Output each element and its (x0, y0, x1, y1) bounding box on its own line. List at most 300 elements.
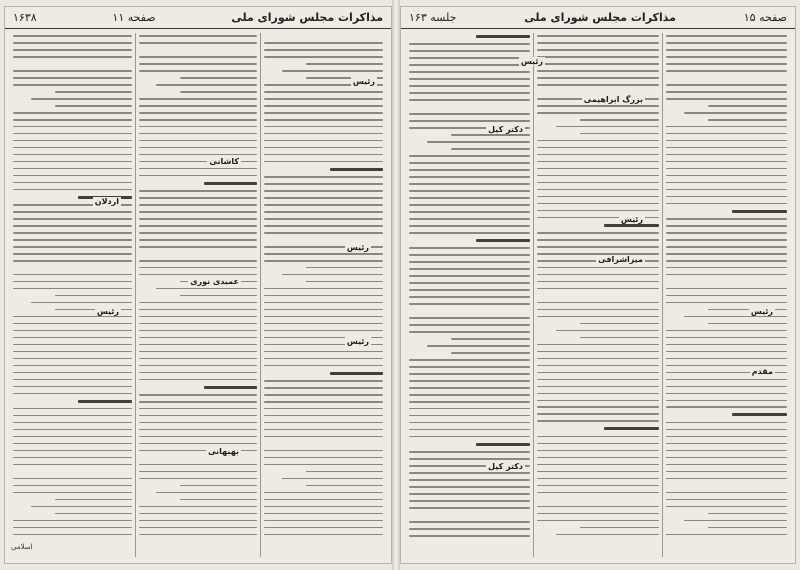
text-line (139, 471, 258, 473)
text-line (264, 126, 383, 128)
text-line (306, 63, 383, 65)
text-line (264, 358, 383, 360)
text-line (139, 49, 258, 51)
text-line (139, 105, 258, 107)
text-line (139, 154, 258, 156)
text-line (264, 457, 383, 459)
text-line (580, 527, 659, 529)
text-line (666, 154, 787, 156)
text-line (537, 471, 658, 473)
text-line (409, 493, 530, 495)
text-line (409, 106, 530, 108)
text-line (409, 120, 530, 122)
text-line (330, 372, 383, 375)
text-line (409, 268, 530, 270)
text-line (666, 140, 787, 142)
text-line (537, 436, 658, 438)
text-line (409, 521, 530, 523)
text-line (604, 427, 659, 430)
text-line (537, 413, 658, 415)
text-line (409, 514, 530, 516)
text-line (139, 246, 258, 248)
text-line (13, 112, 132, 114)
text-line (264, 147, 383, 149)
text-line (537, 295, 658, 297)
text-line (13, 239, 132, 241)
text-line (264, 133, 383, 135)
text-line (537, 499, 658, 501)
left-col-page-label: صفحه ۱۱ (112, 11, 156, 24)
text-line (13, 520, 132, 522)
left-column-1 (260, 33, 386, 557)
text-line (139, 35, 258, 37)
text-line (13, 422, 132, 424)
text-line (537, 520, 658, 522)
text-line (139, 520, 258, 522)
text-line (604, 224, 659, 227)
text-line (409, 324, 530, 326)
text-line (409, 232, 530, 234)
text-line (666, 253, 787, 255)
text-line (282, 274, 383, 276)
right-column-1 (662, 33, 790, 557)
text-line (556, 330, 659, 332)
text-line (139, 211, 258, 213)
text-line (427, 345, 530, 347)
text-line (409, 218, 530, 220)
text-line (666, 232, 787, 234)
text-line (139, 337, 258, 339)
text-line (708, 309, 787, 311)
speaker-label: رئیس (750, 307, 773, 316)
text-line (139, 309, 258, 311)
text-line (139, 513, 258, 515)
text-line (13, 140, 132, 142)
right-page (400, 6, 796, 564)
text-line (409, 317, 530, 319)
text-line (156, 84, 257, 86)
text-line (708, 513, 787, 515)
text-line (537, 35, 658, 37)
text-line (264, 422, 383, 424)
text-line (409, 247, 530, 249)
text-line (537, 168, 658, 170)
text-line (537, 406, 658, 408)
text-line (13, 84, 132, 86)
text-line (264, 450, 383, 452)
text-line (264, 211, 383, 213)
text-line (264, 394, 383, 396)
text-line (409, 486, 530, 488)
text-line (264, 464, 383, 466)
text-line (537, 239, 658, 241)
text-line (537, 175, 658, 177)
text-line (732, 210, 787, 213)
text-line (409, 359, 530, 361)
text-line (666, 499, 787, 501)
text-line (409, 303, 530, 305)
text-line (264, 380, 383, 382)
text-line (31, 506, 132, 508)
speaker-label: کاشانی (209, 157, 239, 166)
text-line (13, 379, 132, 381)
text-line (409, 197, 530, 199)
text-line (666, 337, 787, 339)
text-line (409, 211, 530, 213)
text-line (537, 464, 658, 466)
text-line (666, 77, 787, 79)
text-line (409, 380, 530, 382)
text-line (409, 472, 530, 474)
text-line (409, 436, 530, 438)
text-line (264, 197, 383, 199)
text-line (204, 182, 257, 185)
text-line (13, 56, 132, 58)
text-line (732, 413, 787, 416)
text-line (13, 471, 132, 473)
text-line (139, 358, 258, 360)
text-line (264, 105, 383, 107)
text-line (13, 225, 132, 227)
text-line (13, 436, 132, 438)
text-line (282, 478, 383, 480)
left-running-title: مذاکرات مجلس شورای ملی (231, 11, 383, 24)
text-line (13, 77, 132, 79)
text-line (476, 35, 531, 38)
text-line (139, 464, 258, 466)
text-line (684, 520, 787, 522)
text-line (409, 535, 530, 537)
text-line (139, 527, 258, 529)
text-line (666, 379, 787, 381)
text-line (537, 56, 658, 58)
text-line (264, 387, 383, 389)
text-line (666, 457, 787, 459)
text-line (409, 282, 530, 284)
text-line (139, 175, 258, 177)
text-line (264, 35, 383, 37)
text-line (666, 429, 787, 431)
text-line (556, 534, 659, 536)
text-line (666, 443, 787, 445)
text-line (537, 351, 658, 353)
text-line (13, 49, 132, 51)
text-line (264, 513, 383, 515)
text-line (55, 91, 132, 93)
text-line (13, 168, 132, 170)
text-line (537, 63, 658, 65)
left-page-header (5, 7, 391, 29)
text-line (409, 507, 530, 509)
text-line (139, 372, 258, 374)
text-line (537, 288, 658, 290)
text-line (156, 288, 257, 290)
text-line (13, 393, 132, 395)
text-line (264, 253, 383, 255)
text-line (139, 415, 258, 417)
text-line (264, 176, 383, 178)
text-line (139, 443, 258, 445)
text-line (264, 218, 383, 220)
text-line (666, 63, 787, 65)
text-line (537, 420, 658, 422)
text-line (264, 436, 383, 438)
text-line (264, 401, 383, 403)
speaker-label: رئیس (346, 337, 369, 346)
text-line (666, 260, 787, 262)
text-line (409, 415, 530, 417)
text-line (409, 225, 530, 227)
text-line (139, 56, 258, 58)
text-line (666, 225, 787, 227)
text-line (264, 232, 383, 234)
text-line (264, 316, 383, 318)
text-line (13, 232, 132, 234)
text-line (537, 112, 658, 114)
left-page-number: ۱۶۳۸ (13, 11, 37, 24)
text-line (409, 261, 530, 263)
text-line (409, 387, 530, 389)
right-column-3 (406, 33, 533, 557)
text-line (264, 112, 383, 114)
text-line (139, 119, 258, 121)
text-line (13, 408, 132, 410)
text-line (666, 175, 787, 177)
text-line (409, 458, 530, 460)
speaker-label: دکتر کیل (488, 462, 523, 471)
text-line (409, 85, 530, 87)
text-line (139, 225, 258, 227)
text-line (708, 527, 787, 529)
speaker-label: دکتر کیل (488, 125, 523, 134)
text-line (139, 204, 258, 206)
text-line (666, 274, 787, 276)
text-line (13, 478, 132, 480)
text-line (180, 485, 257, 487)
text-line (666, 436, 787, 438)
text-line (13, 70, 132, 72)
text-line (537, 443, 658, 445)
text-line (264, 239, 383, 241)
text-line (306, 267, 383, 269)
text-line (684, 112, 787, 114)
text-line (13, 126, 132, 128)
text-line (180, 295, 257, 297)
text-line (666, 478, 787, 480)
text-line (78, 400, 131, 403)
text-line (139, 422, 258, 424)
text-line (13, 267, 132, 269)
text-line (666, 239, 787, 241)
left-column-2 (135, 33, 261, 557)
text-line (156, 492, 257, 494)
text-line (139, 63, 258, 65)
text-line (666, 450, 787, 452)
speaker-label: میراشرافی (598, 255, 643, 264)
speaker-label: بزرگ ابراهیمی (583, 95, 643, 104)
text-line (264, 365, 383, 367)
text-line (537, 140, 658, 142)
text-line (139, 534, 258, 536)
text-line (264, 295, 383, 297)
left-column-3 (10, 33, 135, 557)
text-line (666, 485, 787, 487)
text-line (13, 147, 132, 149)
text-line (139, 260, 258, 262)
text-line (451, 148, 530, 150)
text-line (139, 344, 258, 346)
text-line (13, 211, 132, 213)
text-line (537, 302, 658, 304)
text-line (264, 98, 383, 100)
text-line (666, 84, 787, 86)
text-line (666, 189, 787, 191)
text-line (666, 534, 787, 536)
text-line (139, 253, 258, 255)
text-line (13, 344, 132, 346)
text-line (139, 316, 258, 318)
text-line (139, 190, 258, 192)
text-line (264, 415, 383, 417)
text-line (409, 155, 530, 157)
text-line (556, 126, 659, 128)
text-line (139, 323, 258, 325)
text-line (264, 408, 383, 410)
text-line (580, 133, 659, 135)
text-line (139, 408, 258, 410)
text-line (13, 246, 132, 248)
text-line (537, 274, 658, 276)
text-line (537, 365, 658, 367)
text-line (264, 204, 383, 206)
text-line (537, 400, 658, 402)
text-line (13, 415, 132, 417)
right-page-header (401, 7, 795, 29)
text-line (537, 478, 658, 480)
text-line (139, 112, 258, 114)
text-line (139, 302, 258, 304)
text-line (537, 457, 658, 459)
right-page-columns (406, 33, 790, 557)
text-line (409, 479, 530, 481)
text-line (264, 119, 383, 121)
text-line (409, 183, 530, 185)
text-line (409, 373, 530, 375)
text-line (409, 500, 530, 502)
text-line (451, 134, 530, 136)
text-line (666, 281, 787, 283)
text-line (55, 295, 132, 297)
text-line (666, 506, 787, 508)
text-line (666, 302, 787, 304)
text-line (537, 77, 658, 79)
text-line (537, 344, 658, 346)
text-line (264, 351, 383, 353)
text-line (139, 126, 258, 128)
text-line (13, 372, 132, 374)
text-line (13, 358, 132, 360)
text-line (139, 457, 258, 459)
text-line (666, 422, 787, 424)
text-line (139, 394, 258, 396)
text-line (666, 147, 787, 149)
text-line (13, 330, 132, 332)
text-line (264, 534, 383, 536)
speaker-label: مقدم (751, 367, 773, 376)
text-line (264, 225, 383, 227)
text-line (451, 352, 530, 354)
text-line (13, 175, 132, 177)
text-line (13, 119, 132, 121)
text-line (13, 485, 132, 487)
binding-gutter (392, 0, 400, 570)
text-line (537, 161, 658, 163)
text-line (13, 281, 132, 283)
text-line (666, 35, 787, 37)
text-line (409, 366, 530, 368)
text-line (13, 253, 132, 255)
text-line (139, 133, 258, 135)
text-line (666, 351, 787, 353)
text-line (537, 492, 658, 494)
text-line (666, 168, 787, 170)
text-line (666, 161, 787, 163)
text-line (282, 70, 383, 72)
text-line (139, 232, 258, 234)
text-line (409, 289, 530, 291)
text-line (537, 358, 658, 360)
text-line (409, 64, 530, 66)
text-line (537, 210, 658, 212)
text-line (139, 274, 258, 276)
text-line (409, 254, 530, 256)
right-column-2 (533, 33, 661, 557)
text-line (537, 379, 658, 381)
text-line (537, 154, 658, 156)
text-line (31, 98, 132, 100)
text-line (666, 91, 787, 93)
text-line (409, 50, 530, 52)
text-line (264, 91, 383, 93)
footer-note: اسلامی (11, 543, 33, 551)
text-line (55, 499, 132, 501)
text-line (537, 49, 658, 51)
text-line (13, 260, 132, 262)
speaker-label: عمیدی نوری (190, 277, 239, 286)
text-line (409, 528, 530, 530)
text-line (666, 42, 787, 44)
text-line (264, 520, 383, 522)
text-line (264, 260, 383, 262)
text-line (409, 408, 530, 410)
text-line (409, 401, 530, 403)
text-line (13, 443, 132, 445)
text-line (537, 309, 658, 311)
text-line (409, 78, 530, 80)
text-line (13, 365, 132, 367)
text-line (13, 527, 132, 529)
text-line (139, 436, 258, 438)
text-line (537, 105, 658, 107)
text-line (666, 400, 787, 402)
text-line (409, 296, 530, 298)
text-line (264, 506, 383, 508)
text-line (409, 310, 530, 312)
text-line (409, 429, 530, 431)
text-line (13, 35, 132, 37)
text-line (264, 183, 383, 185)
text-line (666, 365, 787, 367)
